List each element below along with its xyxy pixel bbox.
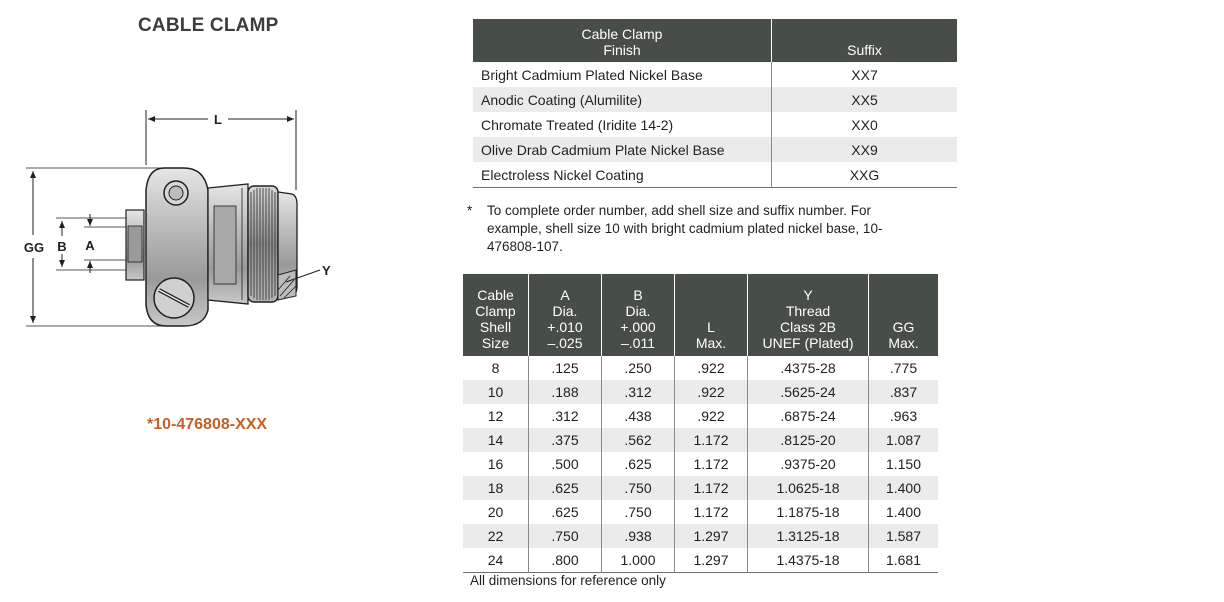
- dim-label-a: A: [85, 238, 95, 253]
- cell-l-max: .922: [675, 356, 748, 380]
- dim-label-gg: GG: [23, 240, 45, 255]
- cell-b-dia: .250: [602, 356, 675, 380]
- cell-a-dia: .625: [529, 476, 602, 500]
- dimension-table-header-row: [463, 274, 938, 356]
- cell-a-dia: .750: [529, 524, 602, 548]
- header-y-thread: Y Thread Class 2B UNEF (Plated): [748, 274, 869, 356]
- cell-a-dia: .312: [529, 404, 602, 428]
- cell-b-dia: .438: [602, 404, 675, 428]
- suffix-cell: XX9: [772, 137, 958, 162]
- cell-shell-size: 20: [487, 504, 504, 520]
- cell-shell-size: 24: [487, 552, 504, 568]
- finish-header: Cable Clamp Finish: [473, 19, 772, 62]
- finish-cell: Bright Cadmium Plated Nickel Base: [481, 66, 703, 83]
- finish-cell: Chromate Treated (Iridite 14-2): [481, 116, 674, 133]
- header-l-max: L Max.: [675, 274, 748, 356]
- cell-gg-max: 1.681: [869, 548, 939, 573]
- table-row: [473, 162, 957, 188]
- cell-gg-max: 1.087: [869, 428, 939, 452]
- cell-a-dia: .125: [529, 356, 602, 380]
- cell-b-dia: 1.000: [602, 548, 675, 573]
- cell-l-max: 1.172: [675, 476, 748, 500]
- cell-b-dia: .625: [602, 452, 675, 476]
- suffix-cell: XXG: [772, 162, 958, 188]
- suffix-cell: XX0: [772, 112, 958, 137]
- table-row: [473, 87, 957, 112]
- dim-label-b: B: [57, 239, 67, 254]
- cell-shell-size: 18: [463, 476, 529, 500]
- cell-y-thread: .4375-28: [748, 356, 869, 380]
- dim-label-y: Y: [322, 263, 331, 278]
- cell-shell-size: 14: [463, 428, 529, 452]
- cell-y-thread: 1.0625-18: [748, 476, 869, 500]
- table-row: [463, 452, 938, 476]
- cell-shell-size: 16: [487, 456, 504, 472]
- cell-shell-size: 10: [463, 380, 529, 404]
- table-row: [463, 548, 938, 573]
- cell-y-thread: 1.1875-18: [748, 500, 869, 524]
- cell-y-thread: .8125-20: [748, 428, 869, 452]
- dimension-table: [463, 274, 938, 573]
- finish-cell: Anodic Coating (Alumilite): [473, 87, 772, 112]
- cell-l-max: 1.172: [675, 500, 748, 524]
- footnote: All dimensions for reference only: [470, 573, 666, 588]
- part-number: *10-476808-XXX: [147, 416, 268, 433]
- note-text: To complete order number, add shell size and suffix number. For example, shell size 10 with bright cadmium plated nickel base, 10-476808-107.: [487, 203, 883, 254]
- cell-gg-max: 1.150: [869, 452, 939, 476]
- table-row: [473, 112, 957, 137]
- dimension-table-body: [463, 356, 938, 573]
- table-row: [463, 380, 938, 404]
- table-row: [463, 356, 938, 380]
- cell-b-dia: .750: [602, 500, 675, 524]
- cell-y-thread: 1.3125-18: [748, 524, 869, 548]
- suffix-cell: XX7: [772, 62, 958, 87]
- cell-y-thread: .9375-20: [748, 452, 869, 476]
- cell-a-dia: .500: [529, 452, 602, 476]
- cell-b-dia: .750: [602, 476, 675, 500]
- table-row: [463, 500, 938, 524]
- cell-shell-size: 12: [487, 408, 504, 424]
- cell-l-max: 1.172: [675, 428, 748, 452]
- dim-label-l: L: [214, 112, 222, 127]
- table-row: [473, 137, 957, 162]
- cell-l-max: .922: [675, 404, 748, 428]
- cable-clamp-drawing: [16, 100, 336, 340]
- cell-shell-size: 8: [491, 360, 500, 376]
- cell-b-dia: .312: [602, 380, 675, 404]
- cell-gg-max: 1.400: [869, 476, 939, 500]
- cell-a-dia: .188: [529, 380, 602, 404]
- header-a-dia: A Dia. +.010 –.025: [529, 274, 602, 356]
- table-row: [463, 404, 938, 428]
- cell-l-max: 1.172: [675, 452, 748, 476]
- cell-y-thread: 1.4375-18: [748, 548, 869, 573]
- cell-a-dia: .800: [529, 548, 602, 573]
- cell-l-max: .922: [675, 380, 748, 404]
- cell-gg-max: .837: [869, 380, 939, 404]
- finish-table-header-row: [473, 19, 957, 62]
- cell-b-dia: .938: [602, 524, 675, 548]
- cell-y-thread: .6875-24: [748, 404, 869, 428]
- cell-y-thread: .5625-24: [748, 380, 869, 404]
- finish-cell: Electroless Nickel Coating: [481, 166, 644, 183]
- suffix-cell: XX5: [772, 87, 958, 112]
- table-row: [463, 476, 938, 500]
- header-gg-max: GG Max.: [869, 274, 939, 356]
- cell-b-dia: .562: [602, 428, 675, 452]
- page-title: CABLE CLAMP: [138, 15, 279, 36]
- header-b-dia: B Dia. +.000 –.011: [602, 274, 675, 356]
- table-row: [463, 428, 938, 452]
- cell-gg-max: 1.587: [869, 524, 939, 548]
- header-shell-size: Cable Clamp Shell Size: [463, 274, 529, 356]
- cell-gg-max: .963: [869, 404, 939, 428]
- table-row: [463, 524, 938, 548]
- cell-l-max: 1.297: [675, 548, 748, 573]
- finish-table: [473, 19, 957, 188]
- note-marker: *: [467, 203, 473, 218]
- table-row: [473, 62, 957, 87]
- suffix-header: Suffix: [772, 19, 958, 62]
- cell-a-dia: .625: [529, 500, 602, 524]
- cell-gg-max: 1.400: [869, 500, 939, 524]
- cell-l-max: 1.297: [675, 524, 748, 548]
- cell-gg-max: .775: [869, 356, 939, 380]
- finish-cell: Olive Drab Cadmium Plate Nickel Base: [473, 137, 772, 162]
- cell-a-dia: .375: [529, 428, 602, 452]
- cell-shell-size: 22: [463, 524, 529, 548]
